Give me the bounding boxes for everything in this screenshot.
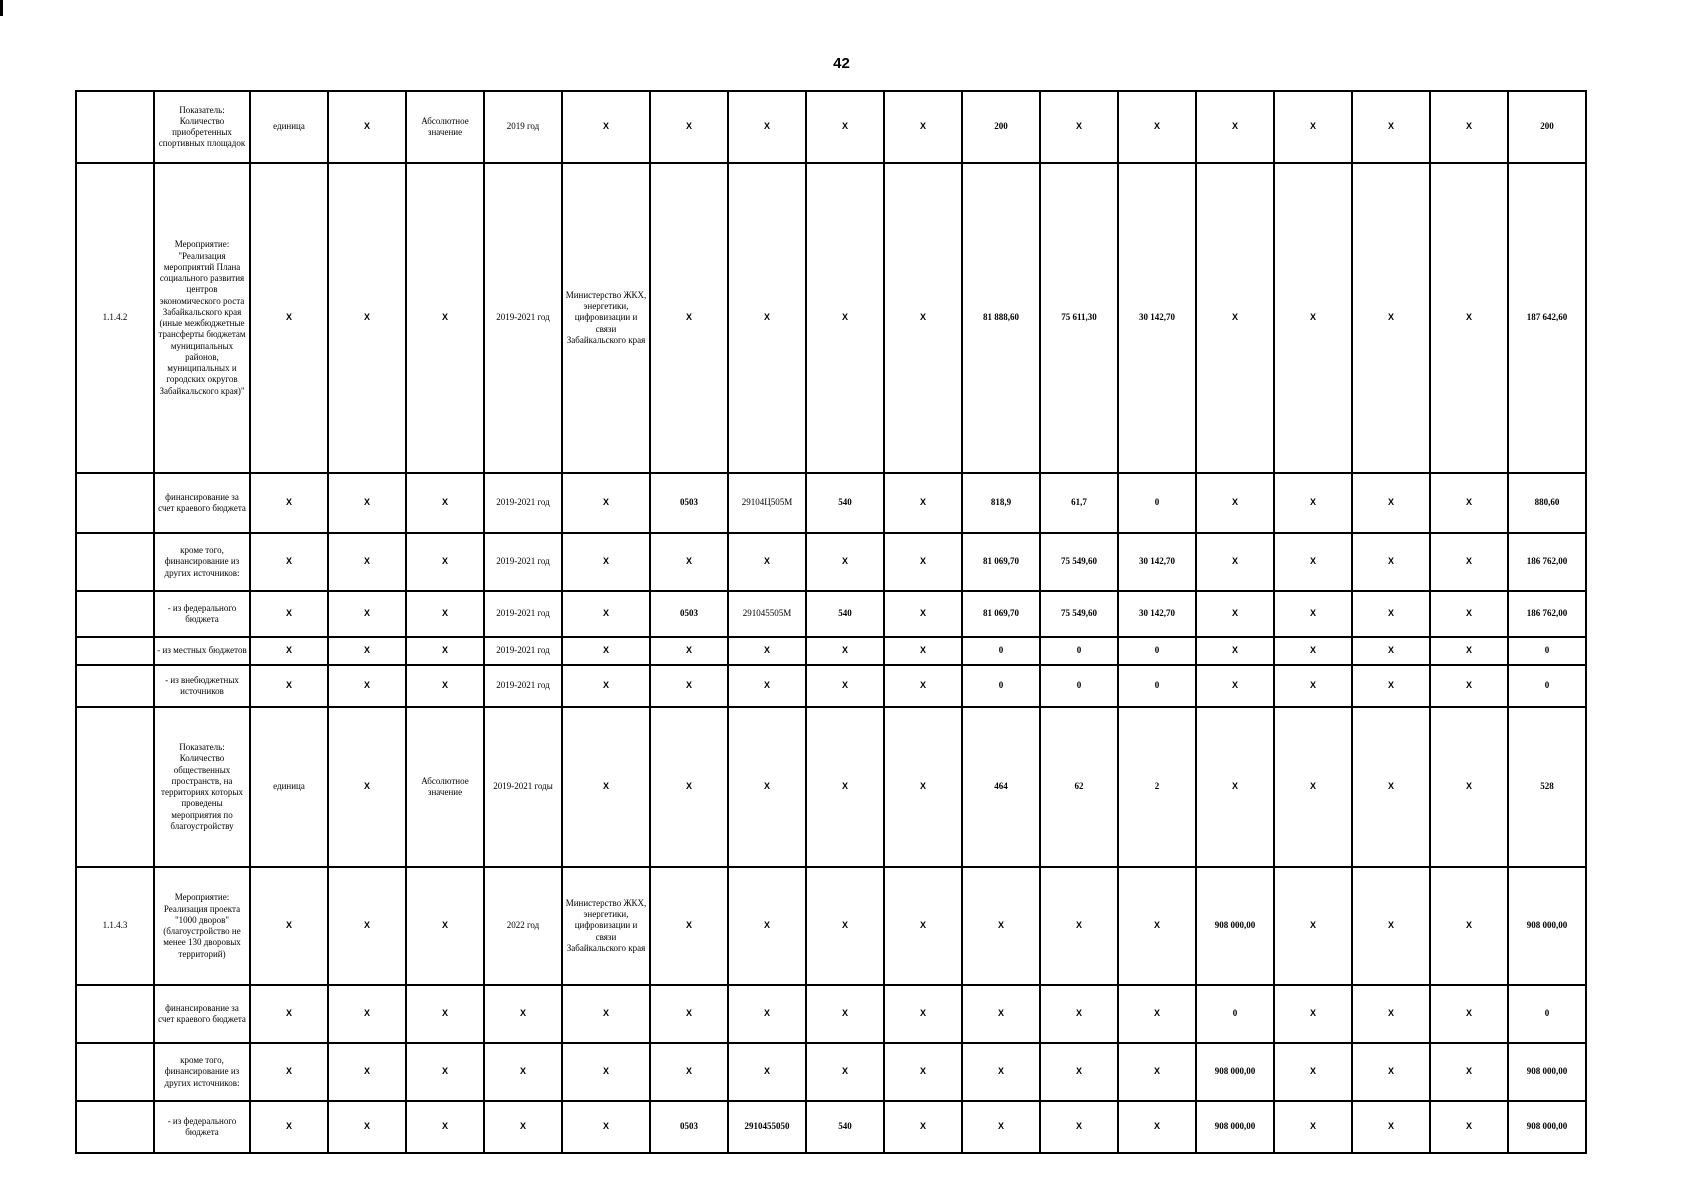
table-row — [76, 1043, 1586, 1101]
cell-year-2019: X — [962, 1101, 1040, 1153]
cell-year-2021: 30 142,70 — [1118, 533, 1196, 591]
cell-year-2020: 75 549,60 — [1040, 533, 1118, 591]
cell-description: Показатель: Количество приобретенных спортивных площадок — [154, 91, 250, 163]
cell-description: финансирование за счет краевого бюджета — [154, 985, 250, 1043]
cell-target-article: X — [728, 533, 806, 591]
cell-total: 186 762,00 — [1508, 533, 1586, 591]
cell-indicator-type-a: X — [328, 1043, 406, 1101]
cell-year-2020: X — [1040, 1101, 1118, 1153]
cell-year-2025: X — [1430, 533, 1508, 591]
cell-year-2018: X — [884, 665, 962, 707]
cell-year-2018: X — [884, 163, 962, 473]
table-row — [76, 533, 1586, 591]
cell-year-2020: X — [1040, 91, 1118, 163]
cell-indicator-type-a: X — [328, 1101, 406, 1153]
cell-expense-type: X — [806, 707, 884, 867]
cell-row-number — [76, 473, 154, 533]
cell-unit: X — [250, 163, 328, 473]
cell-target-article: X — [728, 637, 806, 665]
cell-year-2020: 62 — [1040, 707, 1118, 867]
cell-unit: X — [250, 985, 328, 1043]
cell-year-2022: X — [1196, 591, 1274, 637]
cell-year-2020: X — [1040, 867, 1118, 985]
cell-description: Мероприятие: Реализация проекта "1000 дворов" (благоустройство не менее 130 дворовых территорий) — [154, 867, 250, 985]
cell-expense-type: X — [806, 637, 884, 665]
cell-description: - из федерального бюджета — [154, 591, 250, 637]
table-row — [76, 867, 1586, 985]
cell-year-2021: 0 — [1118, 473, 1196, 533]
cell-total: 0 — [1508, 665, 1586, 707]
cell-unit: единица — [250, 707, 328, 867]
cell-year-2019: 81 069,70 — [962, 533, 1040, 591]
cell-year-2022: X — [1196, 533, 1274, 591]
cell-year-2019: X — [962, 1043, 1040, 1101]
cell-row-number — [76, 1043, 154, 1101]
cell-unit: X — [250, 1101, 328, 1153]
cell-total: 200 — [1508, 91, 1586, 163]
cell-year-2023: X — [1274, 867, 1352, 985]
cell-expense-type: 540 — [806, 1101, 884, 1153]
cell-year-2025: X — [1430, 1101, 1508, 1153]
cell-year-2019: 818,9 — [962, 473, 1040, 533]
cell-description: Показатель: Количество общественных пространств, на территориях которых проведены мероприятия по благоустройству — [154, 707, 250, 867]
table-row — [76, 91, 1586, 163]
cell-row-number — [76, 533, 154, 591]
cell-year-2022: 0 — [1196, 985, 1274, 1043]
cell-total: 186 762,00 — [1508, 591, 1586, 637]
cell-row-number — [76, 985, 154, 1043]
cell-year-2024: X — [1352, 665, 1430, 707]
cell-responsible: X — [562, 1101, 650, 1153]
table-row — [76, 707, 1586, 867]
cell-indicator-type-b: X — [406, 637, 484, 665]
cell-year-2018: X — [884, 533, 962, 591]
cell-year-2022: X — [1196, 707, 1274, 867]
cell-section: 0503 — [650, 1101, 728, 1153]
cell-year-2024: X — [1352, 1043, 1430, 1101]
cell-period: 2019-2021 год — [484, 637, 562, 665]
cell-total: 0 — [1508, 637, 1586, 665]
cell-unit: X — [250, 533, 328, 591]
cell-year-2020: 0 — [1040, 637, 1118, 665]
cell-year-2019: 0 — [962, 665, 1040, 707]
cell-year-2025: X — [1430, 1043, 1508, 1101]
cell-year-2024: X — [1352, 533, 1430, 591]
cell-year-2021: X — [1118, 1043, 1196, 1101]
page-number: 42 — [833, 55, 850, 72]
cell-year-2020: X — [1040, 1043, 1118, 1101]
cell-year-2022: X — [1196, 473, 1274, 533]
cell-description: финансирование за счет краевого бюджета — [154, 473, 250, 533]
cell-row-number — [76, 591, 154, 637]
cell-year-2020: 0 — [1040, 665, 1118, 707]
cell-year-2022: X — [1196, 665, 1274, 707]
cell-responsible: X — [562, 985, 650, 1043]
cell-section: 0503 — [650, 473, 728, 533]
cell-year-2023: X — [1274, 91, 1352, 163]
cell-year-2018: X — [884, 867, 962, 985]
cell-expense-type: X — [806, 163, 884, 473]
cell-year-2019: 0 — [962, 637, 1040, 665]
cell-year-2022: X — [1196, 163, 1274, 473]
cell-indicator-type-b: X — [406, 1101, 484, 1153]
table-row — [76, 163, 1586, 473]
cell-year-2023: X — [1274, 1101, 1352, 1153]
cell-target-article: X — [728, 665, 806, 707]
cell-target-article: 2910455050 — [728, 1101, 806, 1153]
cell-unit: X — [250, 867, 328, 985]
cell-row-number — [76, 91, 154, 163]
cell-year-2019: X — [962, 985, 1040, 1043]
cell-period: X — [484, 1101, 562, 1153]
cell-year-2021: 30 142,70 — [1118, 163, 1196, 473]
cell-total: 908 000,00 — [1508, 1101, 1586, 1153]
cell-period: 2019-2021 год — [484, 665, 562, 707]
cell-year-2023: X — [1274, 473, 1352, 533]
cell-year-2022: 908 000,00 — [1196, 1043, 1274, 1101]
cell-section: X — [650, 91, 728, 163]
scan-edge-mark — [0, 0, 3, 16]
cell-year-2018: X — [884, 1101, 962, 1153]
cell-year-2023: X — [1274, 1043, 1352, 1101]
cell-section: X — [650, 163, 728, 473]
cell-year-2021: 2 — [1118, 707, 1196, 867]
cell-expense-type: 540 — [806, 591, 884, 637]
cell-target-article: 29104Ц505М — [728, 473, 806, 533]
cell-year-2024: X — [1352, 867, 1430, 985]
cell-row-number — [76, 637, 154, 665]
cell-expense-type: 540 — [806, 473, 884, 533]
cell-responsible: X — [562, 637, 650, 665]
cell-section: X — [650, 637, 728, 665]
cell-indicator-type-a: X — [328, 867, 406, 985]
cell-year-2022: X — [1196, 637, 1274, 665]
cell-total: 528 — [1508, 707, 1586, 867]
cell-expense-type: X — [806, 867, 884, 985]
cell-year-2021: X — [1118, 985, 1196, 1043]
cell-indicator-type-b: Абсолютное значение — [406, 707, 484, 867]
cell-period: 2022 год — [484, 867, 562, 985]
cell-year-2022: 908 000,00 — [1196, 867, 1274, 985]
cell-indicator-type-b: X — [406, 163, 484, 473]
cell-year-2023: X — [1274, 665, 1352, 707]
table-row — [76, 985, 1586, 1043]
cell-row-number — [76, 1101, 154, 1153]
cell-period: X — [484, 985, 562, 1043]
cell-period: 2019-2021 год — [484, 591, 562, 637]
cell-year-2022: X — [1196, 91, 1274, 163]
cell-year-2020: 75 549,60 — [1040, 591, 1118, 637]
cell-year-2018: X — [884, 637, 962, 665]
table-row — [76, 665, 1586, 707]
cell-responsible: X — [562, 91, 650, 163]
cell-expense-type: X — [806, 1043, 884, 1101]
cell-year-2023: X — [1274, 533, 1352, 591]
cell-indicator-type-a: X — [328, 665, 406, 707]
cell-section: X — [650, 533, 728, 591]
cell-year-2018: X — [884, 591, 962, 637]
cell-year-2025: X — [1430, 707, 1508, 867]
cell-year-2021: 30 142,70 — [1118, 591, 1196, 637]
cell-total: 187 642,60 — [1508, 163, 1586, 473]
cell-year-2022: 908 000,00 — [1196, 1101, 1274, 1153]
cell-year-2024: X — [1352, 473, 1430, 533]
cell-unit: единица — [250, 91, 328, 163]
cell-year-2019: 81 069,70 — [962, 591, 1040, 637]
cell-responsible: Министерство ЖКХ, энергетики, цифровизации и связи Забайкальского края — [562, 867, 650, 985]
table-body — [76, 91, 1586, 1153]
cell-unit: X — [250, 591, 328, 637]
cell-year-2025: X — [1430, 867, 1508, 985]
cell-year-2018: X — [884, 985, 962, 1043]
cell-year-2021: 0 — [1118, 665, 1196, 707]
cell-year-2025: X — [1430, 985, 1508, 1043]
cell-year-2025: X — [1430, 591, 1508, 637]
cell-section: X — [650, 1043, 728, 1101]
cell-total: 880,60 — [1508, 473, 1586, 533]
cell-unit: X — [250, 637, 328, 665]
cell-year-2024: X — [1352, 91, 1430, 163]
cell-year-2021: X — [1118, 867, 1196, 985]
cell-year-2018: X — [884, 1043, 962, 1101]
cell-indicator-type-b: X — [406, 985, 484, 1043]
cell-year-2018: X — [884, 91, 962, 163]
cell-indicator-type-b: X — [406, 473, 484, 533]
cell-indicator-type-a: X — [328, 163, 406, 473]
cell-total: 0 — [1508, 985, 1586, 1043]
cell-indicator-type-b: X — [406, 1043, 484, 1101]
cell-indicator-type-b: X — [406, 591, 484, 637]
cell-unit: X — [250, 473, 328, 533]
cell-year-2025: X — [1430, 473, 1508, 533]
cell-year-2024: X — [1352, 1101, 1430, 1153]
cell-expense-type: X — [806, 91, 884, 163]
cell-period: X — [484, 1043, 562, 1101]
cell-year-2023: X — [1274, 637, 1352, 665]
cell-year-2020: X — [1040, 985, 1118, 1043]
cell-description: кроме того, финансирование из других источников: — [154, 1043, 250, 1101]
cell-responsible: X — [562, 473, 650, 533]
cell-indicator-type-b: X — [406, 867, 484, 985]
cell-year-2019: 200 — [962, 91, 1040, 163]
cell-description: - из федерального бюджета — [154, 1101, 250, 1153]
cell-expense-type: X — [806, 985, 884, 1043]
cell-period: 2019 год — [484, 91, 562, 163]
cell-target-article: X — [728, 163, 806, 473]
cell-year-2023: X — [1274, 591, 1352, 637]
cell-year-2021: X — [1118, 1101, 1196, 1153]
cell-period: 2019-2021 год — [484, 163, 562, 473]
table-row — [76, 591, 1586, 637]
cell-section: X — [650, 707, 728, 867]
cell-total: 908 000,00 — [1508, 1043, 1586, 1101]
cell-target-article: X — [728, 707, 806, 867]
cell-year-2021: X — [1118, 91, 1196, 163]
program-table — [75, 90, 1587, 1154]
cell-responsible: X — [562, 1043, 650, 1101]
cell-section: X — [650, 867, 728, 985]
cell-indicator-type-a: X — [328, 637, 406, 665]
cell-year-2025: X — [1430, 665, 1508, 707]
cell-description: - из внебюджетных источников — [154, 665, 250, 707]
cell-row-number: 1.1.4.2 — [76, 163, 154, 473]
cell-row-number: 1.1.4.3 — [76, 867, 154, 985]
cell-description: Мероприятие: "Реализация мероприятий Плана социального развития центров экономического роста Забайкальского края (иные межбюджетные трансферты бюджетам муниципальных районов, муниципальных и городских округов Забайкальского края)" — [154, 163, 250, 473]
cell-target-article: 291045505М — [728, 591, 806, 637]
cell-responsible: X — [562, 591, 650, 637]
table-row — [76, 1101, 1586, 1153]
cell-total: 908 000,00 — [1508, 867, 1586, 985]
cell-indicator-type-a: X — [328, 91, 406, 163]
cell-year-2018: X — [884, 707, 962, 867]
cell-indicator-type-b: X — [406, 533, 484, 591]
cell-period: 2019-2021 год — [484, 533, 562, 591]
cell-target-article: X — [728, 91, 806, 163]
cell-year-2025: X — [1430, 91, 1508, 163]
cell-year-2019: 464 — [962, 707, 1040, 867]
cell-section: X — [650, 985, 728, 1043]
cell-section: X — [650, 665, 728, 707]
cell-year-2018: X — [884, 473, 962, 533]
cell-expense-type: X — [806, 665, 884, 707]
table-row — [76, 473, 1586, 533]
cell-responsible: Министерство ЖКХ, энергетики, цифровизации и связи Забайкальского края — [562, 163, 650, 473]
cell-indicator-type-a: X — [328, 591, 406, 637]
cell-year-2024: X — [1352, 163, 1430, 473]
cell-description: кроме того, финансирование из других источников: — [154, 533, 250, 591]
cell-responsible: X — [562, 665, 650, 707]
cell-section: 0503 — [650, 591, 728, 637]
cell-year-2024: X — [1352, 591, 1430, 637]
cell-year-2019: X — [962, 867, 1040, 985]
cell-description: - из местных бюджетов — [154, 637, 250, 665]
cell-year-2025: X — [1430, 637, 1508, 665]
cell-indicator-type-b: X — [406, 665, 484, 707]
cell-indicator-type-a: X — [328, 533, 406, 591]
cell-indicator-type-a: X — [328, 985, 406, 1043]
cell-row-number — [76, 707, 154, 867]
table-row — [76, 637, 1586, 665]
cell-indicator-type-a: X — [328, 473, 406, 533]
cell-year-2023: X — [1274, 707, 1352, 867]
cell-year-2021: 0 — [1118, 637, 1196, 665]
cell-expense-type: X — [806, 533, 884, 591]
cell-year-2019: 81 888,60 — [962, 163, 1040, 473]
cell-year-2024: X — [1352, 707, 1430, 867]
cell-indicator-type-a: X — [328, 707, 406, 867]
cell-year-2023: X — [1274, 163, 1352, 473]
cell-period: 2019-2021 год — [484, 473, 562, 533]
cell-unit: X — [250, 665, 328, 707]
cell-target-article: X — [728, 867, 806, 985]
cell-year-2023: X — [1274, 985, 1352, 1043]
cell-year-2024: X — [1352, 637, 1430, 665]
cell-responsible: X — [562, 707, 650, 867]
cell-year-2025: X — [1430, 163, 1508, 473]
cell-year-2020: 75 611,30 — [1040, 163, 1118, 473]
cell-indicator-type-b: Абсолютное значение — [406, 91, 484, 163]
cell-year-2020: 61,7 — [1040, 473, 1118, 533]
cell-target-article: X — [728, 985, 806, 1043]
cell-year-2024: X — [1352, 985, 1430, 1043]
cell-unit: X — [250, 1043, 328, 1101]
cell-target-article: X — [728, 1043, 806, 1101]
cell-row-number — [76, 665, 154, 707]
cell-responsible: X — [562, 533, 650, 591]
cell-period: 2019-2021 годы — [484, 707, 562, 867]
